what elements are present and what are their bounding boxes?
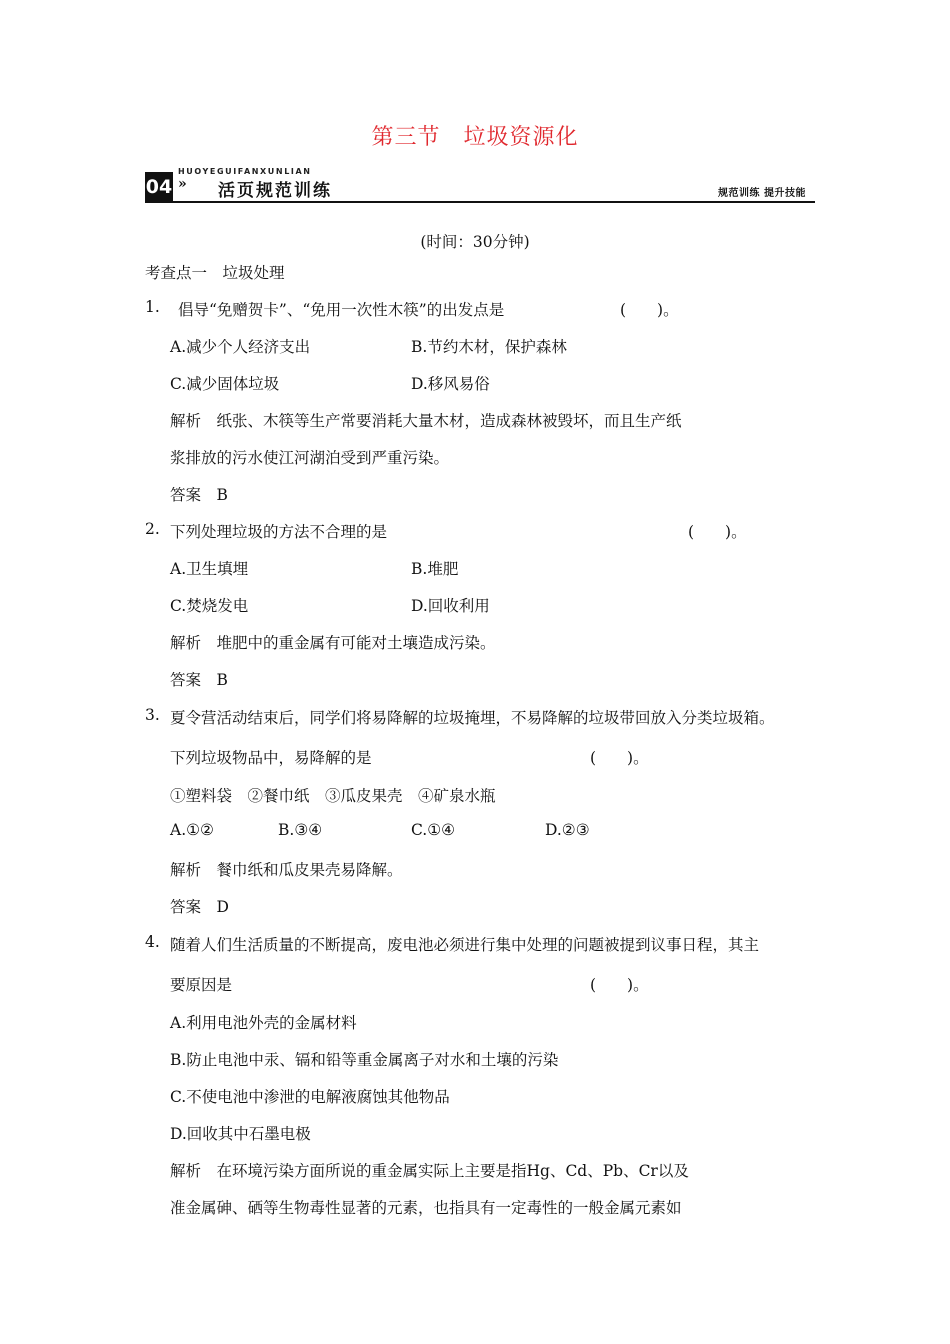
question-stem-continued: 下列垃圾物品中，易降解的是 <box>170 749 372 767</box>
option-c: C.不使电池中渗泄的电解液腐蚀其他物品 <box>170 1088 450 1106</box>
question-number: 1. <box>145 298 160 316</box>
option-a: A.①② <box>170 821 214 839</box>
question-stem: 随着人们生活质量的不断提高，废电池必须进行集中处理的问题被提到议事日程，其主 <box>170 936 760 954</box>
chevron-right-icon: » <box>178 176 187 192</box>
option-b: B.堆肥 <box>411 560 459 578</box>
analysis: 解析 餐巾纸和瓜皮果壳易降解。 <box>170 861 403 879</box>
banner-pinyin: HUOYEGUIFANXUNLIAN <box>178 167 312 176</box>
analysis: 解析 在环境污染方面所说的重金属实际上主要是指Hg、Cd、Pb、Cr以及 <box>170 1162 689 1180</box>
option-b: B.防止电池中汞、镉和铅等重金属离子对水和土壤的污染 <box>170 1051 559 1069</box>
banner-divider <box>145 201 815 203</box>
option-d: D.回收利用 <box>411 597 490 615</box>
option-d: D.移风易俗 <box>411 375 490 393</box>
question-stem-continued: 要原因是 <box>170 976 233 994</box>
question-number: 4. <box>145 933 160 951</box>
answer-bracket: ( )。 <box>590 976 649 994</box>
banner-title: 活页规范训练 <box>218 181 332 201</box>
analysis-continued: 浆排放的污水使江河湖泊受到严重污染。 <box>170 449 450 467</box>
answer-bracket: ( )。 <box>688 523 747 541</box>
banner-tagline: 规范训练 提升技能 <box>718 188 806 199</box>
page-title: 第三节 垃圾资源化 <box>371 125 579 150</box>
option-a: A.卫生填埋 <box>170 560 249 578</box>
answer: 答案 D <box>170 898 229 916</box>
option-c: C.①④ <box>411 821 456 839</box>
option-a: A.利用电池外壳的金属材料 <box>170 1014 357 1032</box>
question-stem: 下列处理垃圾的方法不合理的是 <box>170 523 388 541</box>
time-limit: (时间：30分钟) <box>420 233 530 251</box>
question-stem: 夏令营活动结束后，同学们将易降解的垃圾掩埋，不易降解的垃圾带回放入分类垃圾箱。 <box>170 709 775 727</box>
question-number: 3. <box>145 706 160 724</box>
item-list: ①塑料袋 ②餐巾纸 ③瓜皮果壳 ④矿泉水瓶 <box>170 787 496 805</box>
banner-number: 04 <box>145 172 173 202</box>
analysis-continued: 准金属砷、硒等生物毒性显著的元素，也指具有一定毒性的一般金属元素如 <box>170 1199 682 1217</box>
question-stem: 倡导“免赠贺卡”、“免用一次性木筷”的出发点是 <box>178 301 505 319</box>
answer-bracket: ( )。 <box>620 301 679 319</box>
option-a: A.减少个人经济支出 <box>170 338 311 356</box>
option-b: B.③④ <box>278 821 323 839</box>
question-number: 2. <box>145 520 160 538</box>
analysis: 解析 堆肥中的重金属有可能对土壤造成污染。 <box>170 634 496 652</box>
option-b: B.节约木材，保护森林 <box>411 338 567 356</box>
section-heading: 考查点一 垃圾处理 <box>145 264 285 282</box>
option-c: C.焚烧发电 <box>170 597 249 615</box>
answer-bracket: ( )。 <box>590 749 649 767</box>
analysis: 解析 纸张、木筷等生产常要消耗大量木材，造成森林被毁坏，而且生产纸 <box>170 412 682 430</box>
answer: 答案 B <box>170 671 228 689</box>
option-c: C.减少固体垃圾 <box>170 375 280 393</box>
option-d: D.回收其中石墨电极 <box>170 1125 311 1143</box>
option-d: D.②③ <box>545 821 590 839</box>
answer: 答案 B <box>170 486 228 504</box>
